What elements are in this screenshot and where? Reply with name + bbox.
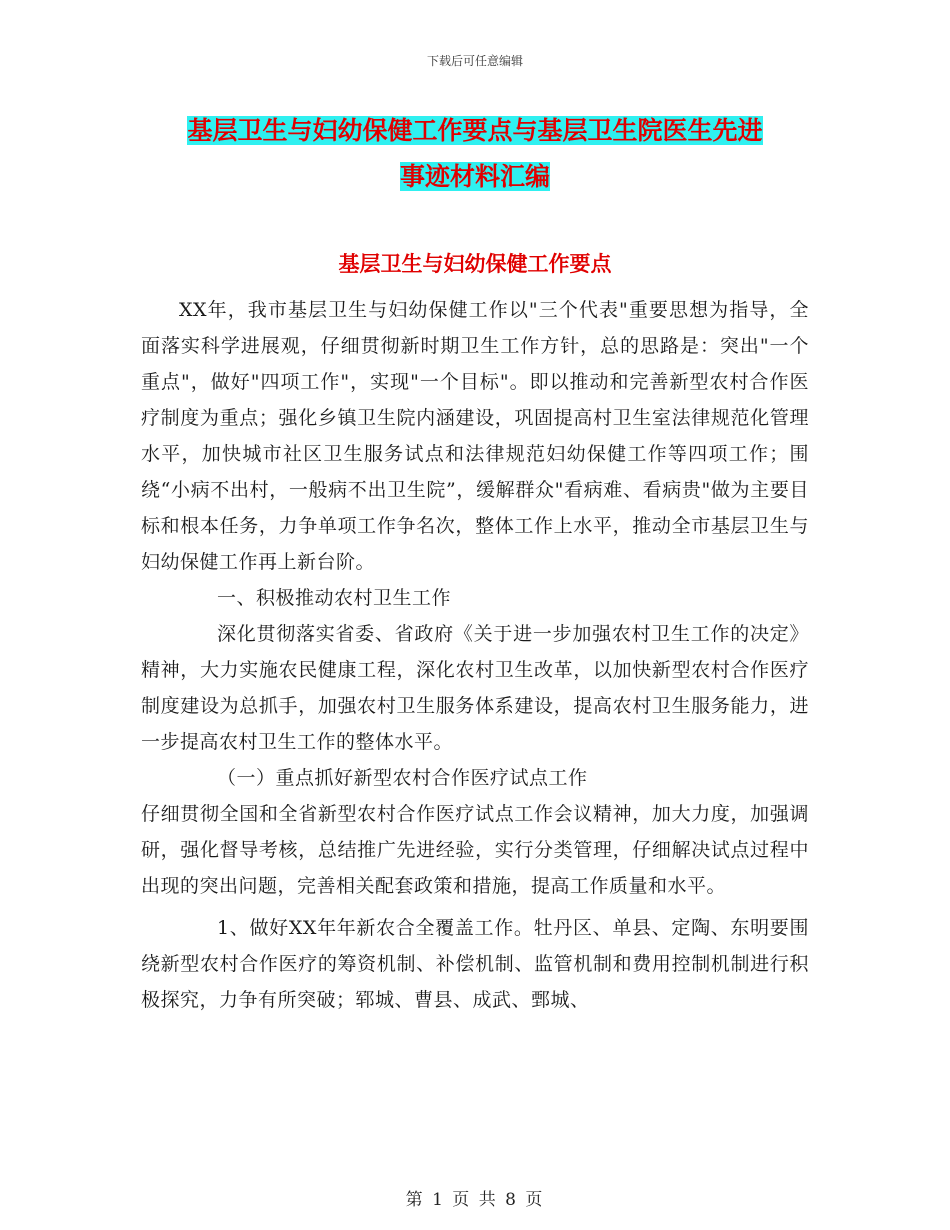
heading-rural-health: 一、积极推动农村卫生工作: [217, 587, 452, 609]
paragraph-intro: XX年，我市基层卫生与妇幼保健工作以"三个代表"重要思想为指导，全面落实科学进展观，仔细贯彻新时期卫生工作方针，总的思路是：突出"一个重点"，做好"四项工作"，实现"一个目标"。即以推动和完善新型农村合作医疗制度为重点；强化乡镇卫生院内涵建设，巩固提高村卫生室法律规范化管理水平，加快城市社区卫生服务试点和法律规范妇幼保健工作等四项工作；围绕“小病不出村，一般病不出卫生院”，缓解群众"看病难、看病贵"做为主要目标和根本任务，力争单项工作争名次，整体工作上水平，推动全市基层卫生与妇幼保健工作再上新台阶。: [141, 299, 809, 573]
header-note: 下载后可任意编辑: [426, 54, 523, 68]
paragraph-pilot-work: 仔细贯彻全国和全省新型农村合作医疗试点工作会议精神，加大力度，加强调研，强化督导考核，总结推广先进经验，实行分类管理，仔细解决试点过程中出现的突出问题，完善相关配套政策和措施，提高工作质量和水平。: [141, 803, 809, 897]
paragraph-coverage: 1、做好XX年年新农合全覆盖工作。牡丹区、单县、定陶、东明要围绕新型农村合作医疗的筹资机制、补偿机制、监管机制和费用控制机制进行积极探究，力争有所突破；郓城、曹县、成武、鄄城、: [141, 917, 809, 1011]
title-line-2: 事迹材料汇编: [399, 162, 550, 191]
title-line-1: 基层卫生与妇幼保健工作要点与基层卫生院医生先进: [187, 116, 763, 145]
paragraph-rural-health: 深化贯彻落实省委、省政府《关于进一步加强农村卫生工作的决定》精神，大力实施农民健康工程，深化农村卫生改革，以加快新型农村合作医疗制度建设为总抓手，加强农村卫生服务体系建设，提高农村卫生服务能力，进一步提高农村卫生工作的整体水平。: [141, 623, 809, 753]
section-title: 基层卫生与妇幼保健工作要点: [338, 252, 612, 276]
heading-pilot-work: （一）重点抓好新型农村合作医疗试点工作: [217, 767, 588, 789]
page-footer: 第 1 页 共 8 页: [405, 1190, 545, 1210]
document-title: [140, 108, 810, 200]
body-text: [141, 292, 809, 1018]
